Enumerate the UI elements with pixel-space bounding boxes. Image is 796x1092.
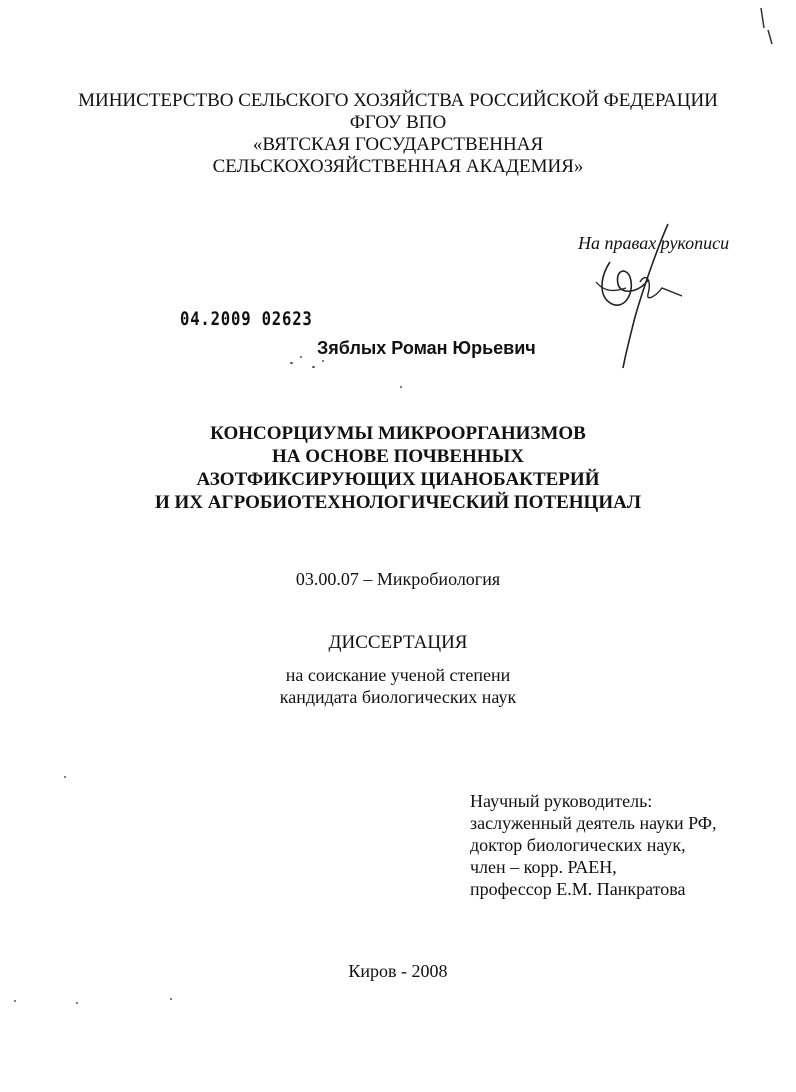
scan-mark: [758, 6, 774, 46]
signature-image: [590, 222, 700, 372]
supervisor-block: [470, 790, 717, 900]
scan-speck: [76, 1002, 78, 1004]
dissertation-title: [0, 422, 796, 514]
title-line: АЗОТФИКСИРУЮЩИХ ЦИАНОБАКТЕРИЙ: [196, 469, 600, 490]
scan-speck: [300, 356, 302, 358]
scan-speck: [400, 386, 402, 388]
scan-speck: [64, 776, 66, 778]
supervisor-line: Научный руководитель:: [470, 791, 653, 811]
header-line: СЕЛЬСКОХОЗЯЙСТВЕННАЯ АКАДЕМИЯ»: [212, 156, 584, 177]
scan-speck: [322, 360, 324, 362]
degree-statement: [0, 664, 796, 708]
supervisor-line: доктор биологических наук,: [470, 835, 686, 855]
author-name: Зяблых Роман Юрьевич: [317, 338, 536, 358]
header-line: «ВЯТСКАЯ ГОСУДАРСТВЕННАЯ: [252, 134, 544, 155]
institution-header: [0, 90, 796, 178]
scan-speck: [312, 366, 315, 368]
library-stamp-number: 04.2009 02623: [180, 308, 313, 330]
specialty-code: 03.00.07 – Микробиология: [295, 569, 501, 589]
document-type: ДИССЕРТАЦИЯ: [328, 632, 468, 653]
manuscript-note: На правах рукописи: [578, 233, 730, 253]
scan-speck: [14, 1000, 16, 1002]
title-line: КОНСОРЦИУМЫ МИКРООРГАНИЗМОВ: [210, 423, 586, 444]
scan-speck: [290, 362, 293, 364]
supervisor-line: член – корр. РАЕН,: [470, 857, 617, 877]
header-line: МИНИСТЕРСТВО СЕЛЬСКОГО ХОЗЯЙСТВА РОССИЙСКОЙ ФЕДЕРАЦИИ: [78, 90, 718, 111]
supervisor-line: заслуженный деятель науки РФ,: [470, 813, 717, 833]
header-line: ФГОУ ВПО: [349, 112, 447, 133]
title-line: И ИХ АГРОБИОТЕХНОЛОГИЧЕСКИЙ ПОТЕНЦИАЛ: [154, 492, 641, 513]
degree-line: кандидата биологических наук: [279, 687, 517, 707]
degree-line: на соискание ученой степени: [285, 665, 511, 685]
title-line: НА ОСНОВЕ ПОЧВЕННЫХ: [272, 446, 524, 467]
place-and-year: Киров - 2008: [348, 961, 448, 981]
scan-speck: [170, 998, 172, 1000]
supervisor-line: профессор Е.М. Панкратова: [470, 879, 686, 899]
